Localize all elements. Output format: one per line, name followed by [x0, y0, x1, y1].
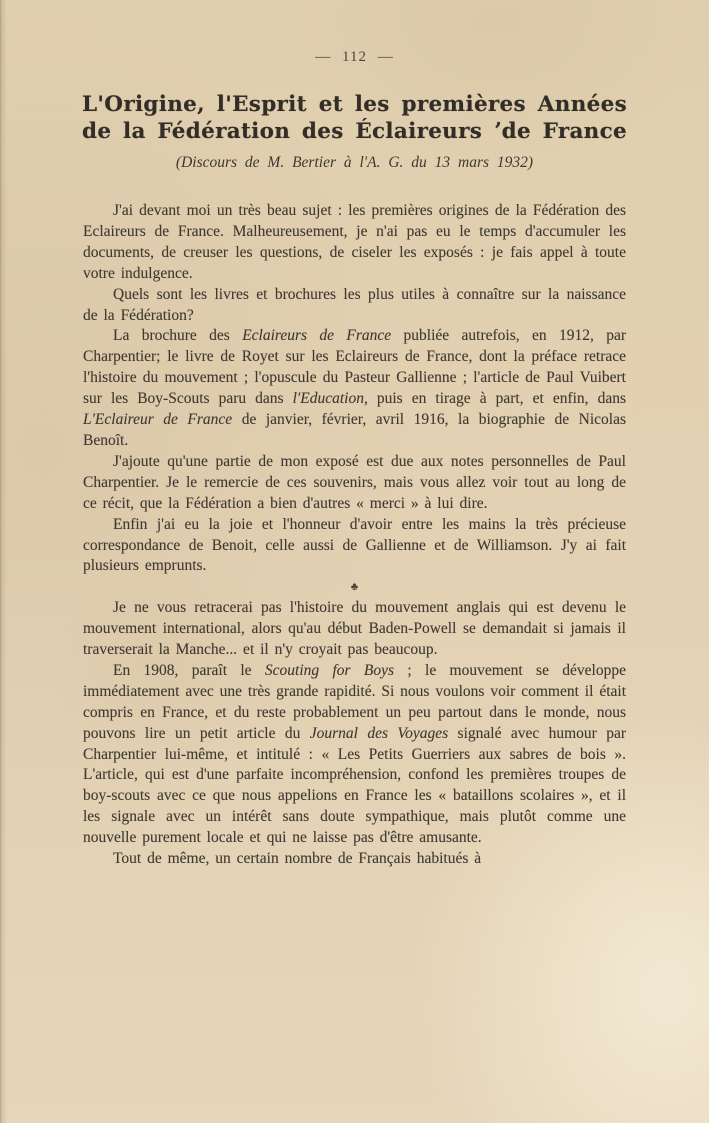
paragraph-4: J'ajoute qu'une partie de mon exposé est due aux notes personnelles de Paul Charpentier. Je le remercie de ces souvenirs, mais vous allez voir tout au long de ce récit, que la Fédération a bien d'autres « merci » à lui dire. — [83, 452, 626, 512]
title-line-1: L'Origine, l'Esprit et les premières Années — [82, 92, 627, 117]
article-title — [82, 91, 627, 145]
body-text — [83, 201, 626, 870]
paragraph-3: La brochure des Eclaireurs de France publiée autrefois, en 1912, par Charpentier; le livre de Royet sur les Eclaireurs de France, dont la préface retrace l'histoire du mouvement ; l'opuscule du Pasteur Gallienne ; l'article de Paul Vuibert sur les Boy-Scouts paru dans l'Education, puis en tirage à part, et enfin, dans L'Eclaireur de France de janvier, février, avril 1916, la biographie de Nicolas Benoît. — [83, 327, 627, 449]
paragraph-6: Je ne vous retracerai pas l'histoire du mouvement anglais qui est devenu le mouvement international, alors qu'au début Baden-Powell se demandait si jamais il traverserait la Manche... et il n'y croyait pas beaucoup. — [83, 599, 626, 659]
paragraph-5: Enfin j'ai eu la joie et l'honneur d'avoir entre les mains la très précieuse correspondance de Benoit, celle aussi de Gallienne et de Williamson. J'y ai fait plusieurs emprunts. — [83, 515, 626, 575]
paragraph-1: J'ai devant moi un très beau sujet : les premières origines de la Fédération des Eclaireurs de France. Malheureusement, je n'ai pas eu le temps d'accumuler les documents, de creuser les questions, de ciseler les exposés : je fais appel à toute votre indulgence. — [83, 202, 626, 282]
page-number: — 112 — — [315, 49, 394, 65]
paragraph-8: Tout de même, un certain nombre de Français habitués à — [113, 850, 482, 868]
paragraph-2: Quels sont les livres et brochures les plus utiles à connaître sur la naissance de la Fédération? — [83, 285, 626, 324]
section-divider-ornament: ♣ — [350, 581, 359, 594]
paragraph-7: En 1908, paraît le Scouting for Boys ; le mouvement se développe immédiatement avec une très grande rapidité. Si nous voulons voir comment il était compris en France, et du reste probablement un peu partout dans le monde, nous pouvons lire un petit article du Journal des Voyages signalé avec humour par Charpentier lui-même, et intitulé : « Les Petits Guerriers aux sabres de bois ». L'article, qui est d'une parfaite incompréhension, confond les premières troupes de boy-scouts avec ce que nous appelions en France les « bataillons scolaires », et il les signale avec un intérêt sans doute sympathique, mais plutôt comme une nouvelle purement locale et qui ne laisse pas d'être amusante. — [83, 661, 626, 847]
title-line-2: de la Fédération des Éclaireurs ʼde France — [82, 119, 627, 144]
article-subtitle: (Discours de M. Bertier à l'A. G. du 13 mars 1932) — [175, 154, 534, 171]
